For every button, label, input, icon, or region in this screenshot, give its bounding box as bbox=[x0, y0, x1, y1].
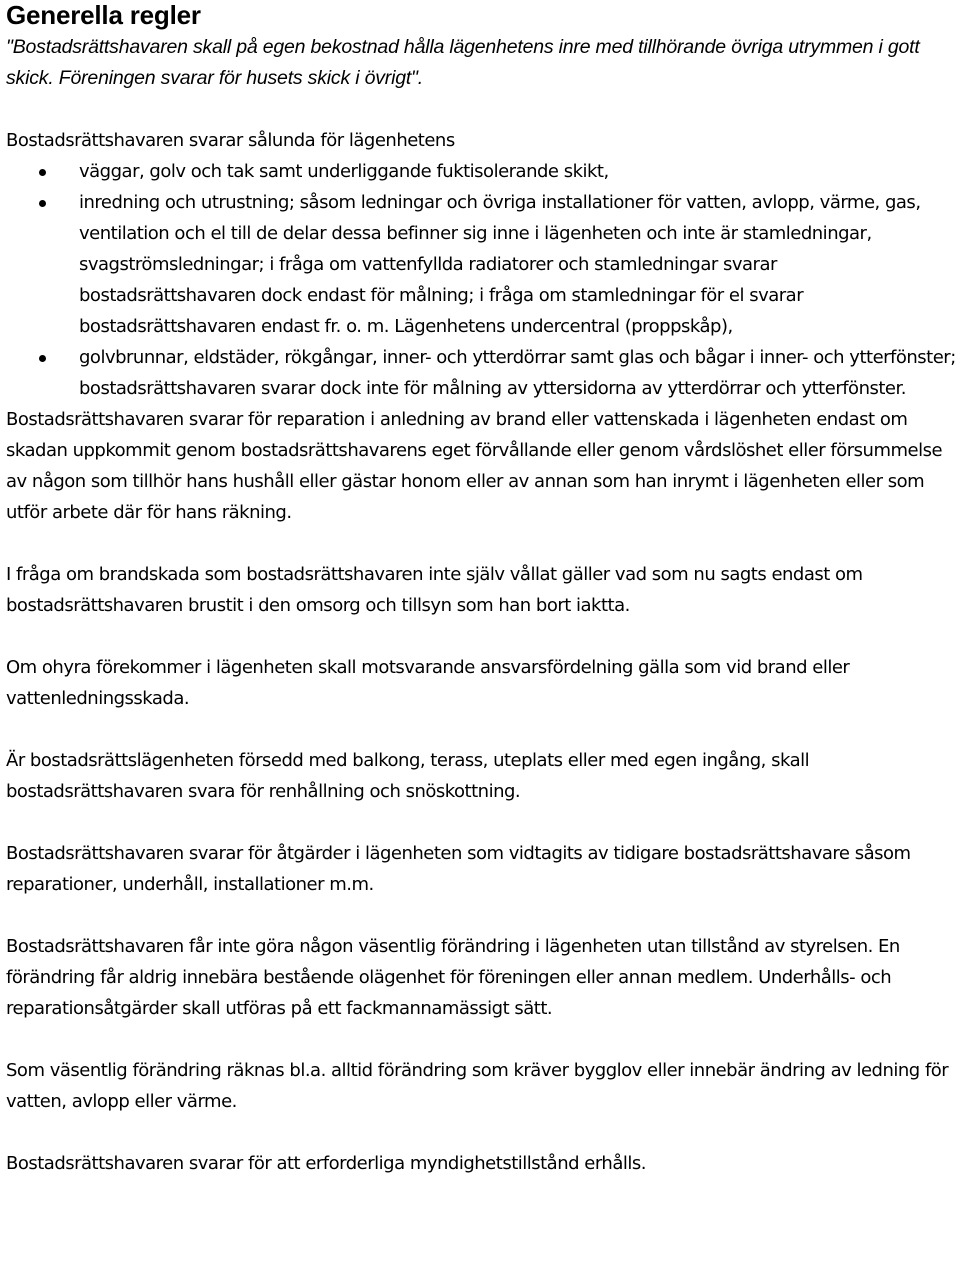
document-page bbox=[6, 0, 956, 1179]
paragraph-balcony: Är bostadsrättslägenheten försedd med balkong, terass, uteplats eller med egen ingång, skall bostadsrättshavaren svara för renhållning och snöskottning. bbox=[6, 750, 810, 802]
list-item-text: väggar, golv och tak samt underliggande fuktisolerande skikt, bbox=[79, 161, 609, 182]
list-item-text: golvbrunnar, eldstäder, rökgångar, inner- och ytterdörrar samt glas och bågar i inner- och ytterfönster; bostadsrättshavaren svarar dock inte för målning av yttersidorna av ytterdörrar och ytterfönster. bbox=[79, 347, 956, 399]
bullet-icon bbox=[39, 169, 46, 176]
paragraph-changes: Bostadsrättshavaren får inte göra någon väsentlig förändring i lägenheten utan tillstånd av styrelsen. En förändring får aldrig innebära bestående olägenhet för föreningen eller annan medlem. Underhålls- och reparationsåtgärder skall utföras på ett fackmannamässigt sätt. bbox=[6, 936, 900, 1019]
list-item bbox=[6, 156, 956, 187]
paragraph-fire-damage: I fråga om brandskada som bostadsrättshavaren inte själv vållat gäller vad som nu sagts endast om bostadsrättshavaren brustit i den omsorg och tillsyn som han bort iaktta. bbox=[6, 564, 863, 616]
paragraph-previous-owner: Bostadsrättshavaren svarar för åtgärder i lägenheten som vidtagits av tidigare bostadsrättshavare såsom reparationer, underhåll, installationer m.m. bbox=[6, 843, 911, 895]
list-item bbox=[6, 342, 956, 404]
list-item bbox=[6, 187, 956, 342]
bullet-icon bbox=[39, 200, 46, 207]
paragraph-fire-water-damage: Bostadsrättshavaren svarar för reparation i anledning av brand eller vattenskada i lägenheten endast om skadan uppkommit genom bostadsrättshavarens eget förvållande eller genom vårdslöshet eller försummelse av någon som tillhör hans hushåll eller gästar honom eller av annan som han inrymt i lägenheten eller som utför arbete där för hans räkning. bbox=[6, 409, 943, 523]
intro-text: Bostadsrättshavaren svarar sålunda för lägenhetens bbox=[6, 130, 455, 151]
responsibility-list bbox=[6, 156, 956, 404]
bullet-icon bbox=[39, 355, 46, 362]
paragraph-permits: Bostadsrättshavaren svarar för att erforderliga myndighetstillstånd erhålls. bbox=[6, 1153, 646, 1174]
paragraph-vermin: Om ohyra förekommer i lägenheten skall motsvarande ansvarsfördelning gälla som vid brand eller vattenledningsskada. bbox=[6, 657, 850, 709]
list-item-text: inredning och utrustning; såsom ledningar och övriga installationer för vatten, avlopp, värme, gas, ventilation och el till de delar dessa befinner sig inne i lägenheten och inte är stamledningar, svagströmsledningar; i fråga om vattenfyllda radiatorer och stamledningar svarar bostadsrättshavaren dock endast för målning; i fråga om stamledningar för el svarar bostadsrättshavaren endast fr. o. m. Lägenhetens undercentral (proppskåp), bbox=[79, 192, 921, 337]
quote-paragraph: "Bostadsrättshavaren skall på egen bekostnad hålla lägenhetens inre med tillhörande övriga utrymmen i gott skick. Föreningen svarar för husets skick i övrigt". bbox=[6, 36, 920, 89]
page-title: Generella regler bbox=[6, 0, 201, 30]
paragraph-significant-change: Som väsentlig förändring räknas bl.a. alltid förändring som kräver bygglov eller innebär ändring av ledning för vatten, avlopp eller värme. bbox=[6, 1060, 949, 1112]
